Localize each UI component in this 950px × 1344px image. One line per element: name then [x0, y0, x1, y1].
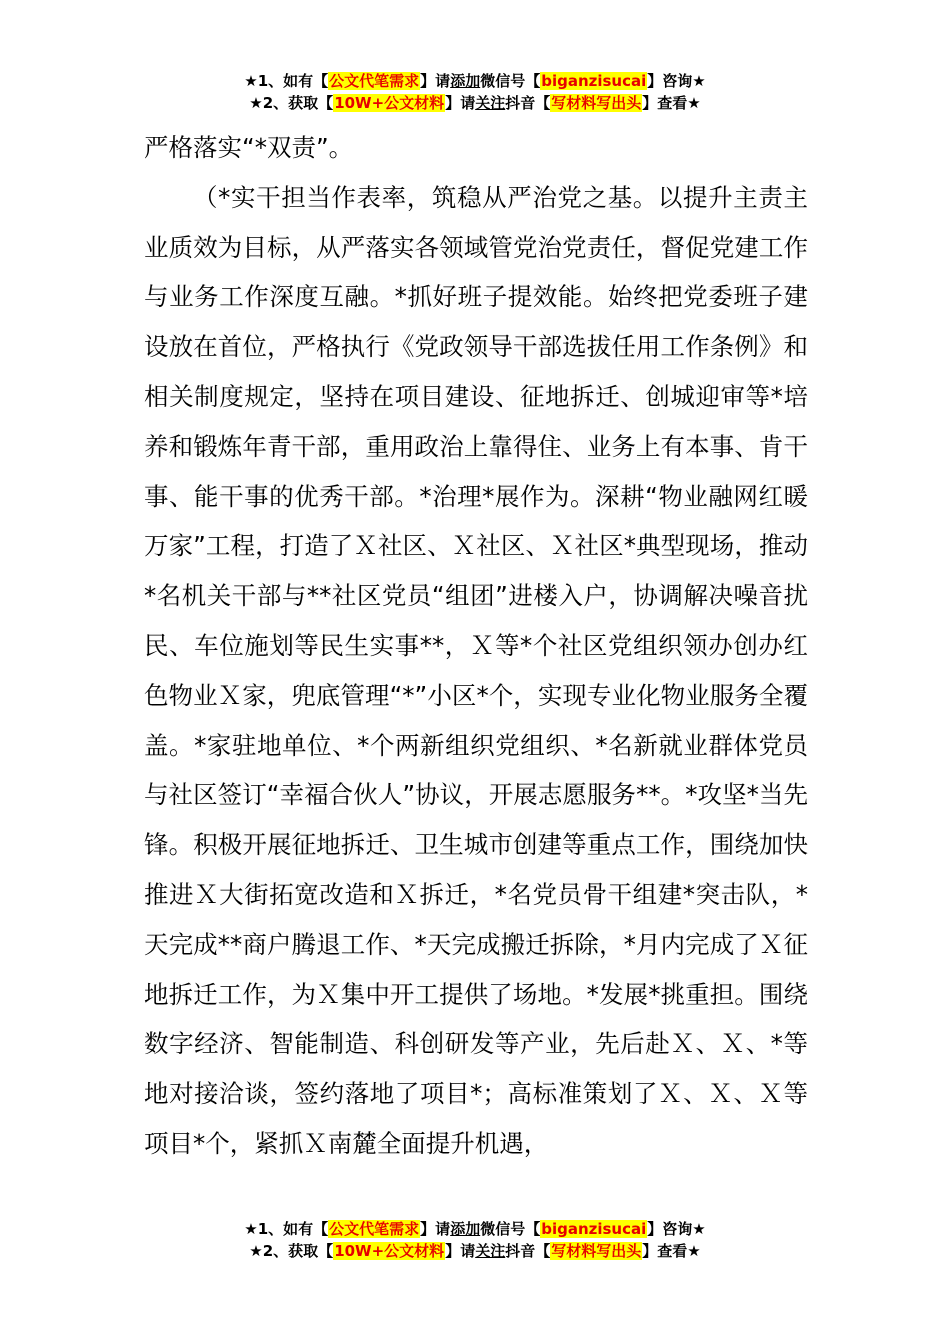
paragraph-2: （*实干担当作表率，筑稳从严治党之基。以提升主责主业质效为目标，从严落实各领域管党治党责任，督促党建工作与业务工作深度互融。*抓好班子提效能。始终把党委班子建设放在首位，严格执行《党政领导干部选拔任用工作条例》和相关制度规定，坚持在项目建设、征地拆迁、创城迎审等*培养和锻炼年青干部，重用政治上靠得住、业务上有本事、肯干事、能干事的优秀干部。*治理*展作为。深耕“物业融网红暖万家”工程，打造了Ｘ社区、Ｘ社区、Ｘ社区*典型现场，推动*名机关干部与**社区党员“组团”进楼入户，协调解决噪音扰民、车位施划等民生实事**，Ｘ等*个社区党组织领办创办红色物业Ｘ家，兜底管理“*”小区*个，实现专业化物业服务全覆盖。*家驻地单位、*个两新组织党组织、*名新就业群体党员与社区签订“幸福合伙人”协议，开展志愿服务**。*攻坚*当先锋。积极开展征地拆迁、卫生城市创建等重点工作，围绕加快推进Ｘ大街拓宽改造和Ｘ拆迁，*名党员骨干组建*突击队，*天完成**商户腾退工作、*天完成搬迁拆除，*月内完成了Ｘ征地拆迁工作，为Ｘ集中开工提供了场地。*发展*挑重担。围绕数字经济、智能制造、科创研发等产业，先后赴Ｘ、Ｘ、*等地对接洽谈，签约落地了项目*；高标准策划了Ｘ、Ｘ、Ｘ等项目*个，紧抓Ｘ南麓全面提升机遇，	[144, 182, 808, 1158]
promo-text: ★1、如有【	[244, 1220, 329, 1238]
promo-line-2	[0, 92, 950, 114]
header-promo-banner	[0, 70, 950, 114]
paragraph-1: 严格落实“*双责”。	[144, 133, 354, 162]
promo-text: 】请	[420, 1220, 451, 1238]
promo-highlight: 公文代笔需求	[329, 1220, 420, 1238]
promo-text: 抖音【	[505, 1242, 551, 1260]
promo-text: 微信号【	[480, 1220, 541, 1238]
promo-text: ★1、如有【	[244, 72, 329, 90]
document-body	[144, 123, 808, 1169]
footer-promo-banner	[0, 1218, 950, 1262]
promo-line-1	[0, 70, 950, 92]
promo-emphasis: 添加	[450, 72, 481, 90]
promo-text: 】请	[445, 94, 476, 112]
promo-line-2	[0, 1240, 950, 1262]
promo-text: 】请	[445, 1242, 476, 1260]
promo-emphasis: 关注	[475, 1242, 506, 1260]
promo-text: 】咨询★	[647, 72, 706, 90]
promo-text: 】请	[420, 72, 451, 90]
promo-text: 抖音【	[505, 94, 551, 112]
promo-highlight: 写材料写出头	[551, 94, 642, 112]
promo-text: 】查看★	[642, 94, 701, 112]
promo-highlight: 写材料写出头	[551, 1242, 642, 1260]
promo-highlight: biganzisucai	[541, 1220, 647, 1238]
promo-emphasis: 关注	[475, 94, 506, 112]
promo-emphasis: 添加	[450, 1220, 481, 1238]
promo-text: ★2、获取【	[249, 94, 334, 112]
promo-highlight: 公文代笔需求	[329, 72, 420, 90]
promo-highlight: biganzisucai	[541, 72, 647, 90]
promo-line-1	[0, 1218, 950, 1240]
promo-highlight: 10W+公文材料	[334, 1242, 445, 1260]
promo-highlight: 10W+公文材料	[334, 94, 445, 112]
promo-text: 】查看★	[642, 1242, 701, 1260]
promo-text: 】咨询★	[647, 1220, 706, 1238]
promo-text: 微信号【	[480, 72, 541, 90]
promo-text: ★2、获取【	[249, 1242, 334, 1260]
